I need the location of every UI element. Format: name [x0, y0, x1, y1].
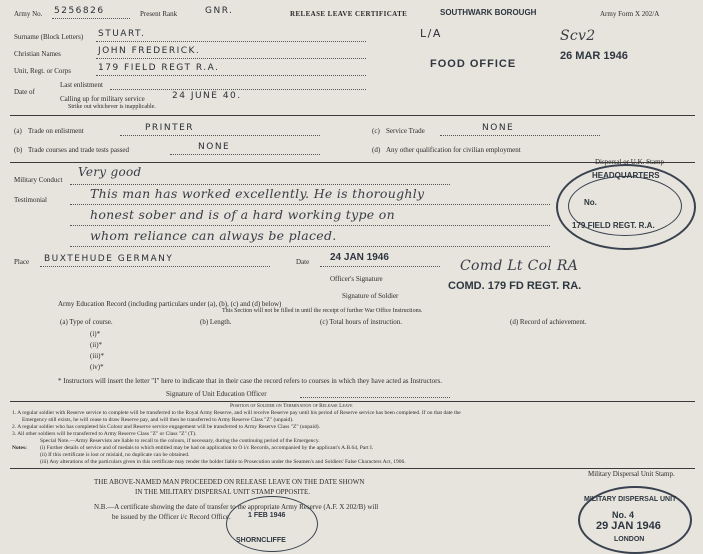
education-row-iii: (iii)*	[90, 352, 104, 360]
col-type-of-course: (a) Type of course.	[60, 318, 113, 326]
soldier-signature-label: Signature of Soldier	[342, 292, 399, 300]
col-record-achievement: (d) Record of achievement.	[510, 318, 587, 326]
trade-d-letter: (d)	[372, 146, 381, 154]
trade-on-enlistment-label: Trade on enlistment	[28, 127, 84, 135]
surname-label: Surname (Block Letters)	[14, 33, 84, 41]
note-ii: (ii) If this certificate is lost or mislaid, no duplicate can be obtained.	[40, 452, 190, 458]
mdu-stamp-no: No. 4	[612, 510, 635, 520]
christian-names-label: Christian Names	[14, 50, 61, 58]
officer-signature-label: Officer's Signature	[330, 275, 383, 283]
testimonial-line-1: This man has worked excellently. He is thoroughly	[90, 186, 425, 201]
service-trade-label: Service Trade	[386, 127, 425, 135]
comd-stamp: COMD. 179 FD REGT. RA.	[448, 280, 582, 292]
mdu-stamp-date: 29 JAN 1946	[596, 520, 661, 532]
surname: STUART.	[98, 29, 146, 39]
rank-label: Present Rank	[140, 10, 178, 18]
footer-line-2: IN THE MILITARY DISPERSAL UNIT STAMP OPPOSITE.	[135, 488, 310, 496]
date-of-label: Date of	[14, 88, 35, 96]
shorncliffe-date: 1 FEB 1946	[248, 512, 286, 519]
special-note: Special Note.—Army Reservists are liable to recall to the colours, if necessary, during the continuing period of the Emergency.	[40, 438, 320, 444]
trade-courses-label: Trade courses and trade tests passed	[28, 146, 130, 154]
education-note: This Section will not be filled in until the receipt of further War Office Instructions.	[222, 308, 423, 314]
place-label: Place	[14, 258, 30, 266]
food-office-date: 26 MAR 1946	[560, 50, 628, 62]
strike-note: Strike out whichever is inapplicable.	[68, 104, 156, 110]
shorncliffe-name: SHORNCLIFFE	[236, 537, 286, 544]
uk-stamp-label: Dispersal or U.K. Stamp	[595, 158, 665, 166]
mdu-stamp-top: MILITARY DISPERSAL UNIT	[584, 496, 677, 503]
food-office-code: Scv2	[560, 28, 596, 44]
unit: 179 FIELD REGT R.A.	[98, 63, 220, 73]
army-no: 5256826	[54, 6, 105, 16]
note-1: 1. A regular soldier with Reserve service to complete will be transferred to the Royal Army Reserve, and will receive Reserve pay until his period of Reserve service has been completed. If on that date the	[12, 410, 461, 416]
footer-nb-2: be issued by the Officer i/c Record Office.	[112, 513, 231, 521]
footer-line-1: THE ABOVE-NAMED MAN PROCEEDED ON RELEASE LEAVE ON THE DATE SHOWN	[94, 478, 365, 486]
education-header: Army Education Record (including particulars under (a), (b), (c) and (d) below)	[58, 300, 282, 308]
testimonial-label: Testimonial	[14, 196, 47, 204]
army-no-label: Army No.	[14, 10, 43, 18]
called-up-date: 24 JUNE 40.	[172, 91, 242, 101]
instructors-note: * Instructors will insert the letter "I" here to indicate that in their case the record refers to courses in which they have acted as Instructors.	[58, 377, 442, 385]
note-iii: (iii) Any alterations of the particulars given in this certificate may render the holder liable to Prosecution under the Seamen's and Soldiers' False Characters Act, 1906.	[40, 459, 406, 465]
note-3: 3. All other soldiers will be transferred to Army Reserve Class "Z" or Class "Z" (T).	[12, 431, 197, 437]
footer-nb: N.B.—A certificate showing the date of transfer to the appropriate Army Reserve (A.F. X 202/B) will	[94, 503, 379, 511]
trade-on-enlistment: PRINTER	[145, 123, 195, 133]
borough-stamp: SOUTHWARK BOROUGH	[440, 8, 537, 17]
last-enlistment-label: Last enlistment	[60, 81, 103, 89]
called-up-label: Calling up for military service	[60, 95, 145, 103]
date-label: Date	[296, 258, 310, 266]
military-conduct: Very good	[78, 165, 142, 179]
note-1b: Emergency still exists, he will cease to draw Reserve pay, and will then be transferred to Army Reserve Class "Z" (unpaid).	[22, 417, 294, 423]
form-number: Army Form X 202/A	[600, 10, 660, 18]
testimonial-line-2: honest sober and is of a hard working type on	[90, 207, 395, 222]
other-qualification-label: Any other qualification for civilian employment	[386, 146, 521, 154]
place: BUXTEHUDE GERMANY	[44, 254, 174, 264]
unit-label: Unit, Regt. or Corps	[14, 67, 71, 75]
hq-stamp-bottom: 179 FIELD REGT. R.A.	[572, 221, 655, 230]
education-officer-label: Signature of Unit Education Officer	[166, 390, 267, 398]
trade-courses: NONE	[198, 142, 231, 152]
testimonial-line-3: whom reliance can always be placed.	[90, 228, 337, 243]
note-2: 2. A regular soldier who has completed his Colour and Reserve service engagement will be transferred to Army Reserve Class "Z" (unpaid).	[12, 424, 320, 430]
notes-heading: Position of Soldier on Termination of Release Leave	[230, 403, 353, 409]
class-mark: L/A	[420, 27, 442, 40]
dispersal-stamp-label: Military Dispersal Unit Stamp.	[588, 470, 675, 478]
trade-a-letter: (a)	[14, 127, 22, 135]
education-row-i: (i)*	[90, 330, 101, 338]
rank: GNR.	[205, 6, 234, 16]
trade-b-letter: (b)	[14, 146, 23, 154]
hq-stamp-top: HEADQUARTERS	[592, 171, 660, 180]
christian-names: JOHN FREDERICK.	[98, 46, 201, 56]
notes-label: Notes:	[12, 445, 27, 451]
col-length: (b) Length.	[200, 318, 232, 326]
officer-signature: Comd Lt Col RA	[460, 258, 579, 274]
hq-stamp-no: No.	[584, 198, 597, 207]
military-conduct-label: Military Conduct	[14, 176, 63, 184]
mdu-stamp-bottom: LONDON	[614, 536, 645, 543]
food-office-stamp: FOOD OFFICE	[430, 58, 517, 70]
service-trade: NONE	[482, 123, 515, 133]
note-i: (i) Further details of service and of medals to which entitled may be had on application to O i/c Records, accompanied by the applicant's A.B.64, Part I.	[40, 445, 374, 451]
education-row-ii: (ii)*	[90, 341, 103, 349]
trade-c-letter: (c)	[372, 127, 380, 135]
document-title: RELEASE LEAVE CERTIFICATE	[290, 10, 408, 18]
date: 24 JAN 1946	[330, 252, 389, 263]
education-row-iv: (iv)*	[90, 363, 104, 371]
col-total-hours: (c) Total hours of instruction.	[320, 318, 403, 326]
